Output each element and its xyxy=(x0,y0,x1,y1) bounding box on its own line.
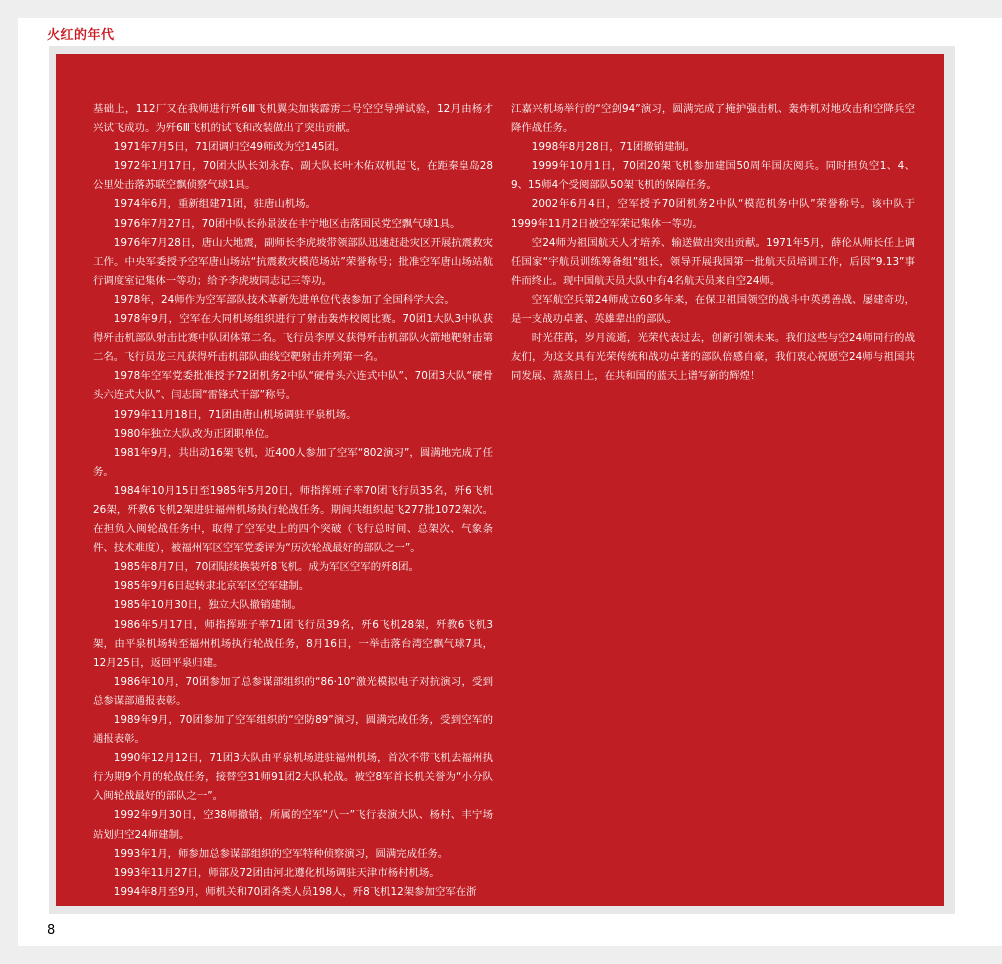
paragraph: 1985年10月30日，独立大队撤销建制。 xyxy=(113,599,302,612)
paragraph: 1972年1月17日，70团大队长刘永春、副大队长叶木佑双机起飞，在距秦皇岛28公里处击落苏联空飘侦察气球1具。 xyxy=(93,160,493,192)
paragraph: 1976年7月28日，唐山大地震，副师长李虎坡带领部队迅速赶赴灾区开展抗震救灾工作。中央军委授予空军唐山场站“抗震救灾模范场站”荣誉称号；批准空军唐山场站航行调度室记集体一等功；给予李虎坡同志记三等功。 xyxy=(93,236,493,287)
page-number: 8 xyxy=(47,923,56,938)
paragraph: 1978年空军党委批准授予72团机务2中队“硬骨头六连式中队”、70团3大队“硬骨头六连式大队”、闫志国“雷锋式干部”称号。 xyxy=(93,370,493,402)
paragraph: 时光荏苒，岁月流逝，光荣代表过去，创新引领未来。我们这些与空24师同行的战友们，为这支具有光荣传统和战功卓著的部队倍感自豪，我们衷心祝愿空24师与祖国共同发展、蒸蒸日上，在共和国的蓝天上谱写新的辉煌！ xyxy=(511,332,915,383)
paragraph: 1992年9月30日，空38师撤销，所属的空军“八一”飞行表演大队、杨村、丰宁场站划归空24师建制。 xyxy=(93,809,493,841)
paragraph: 空军航空兵第24师成立60多年来，在保卫祖国领空的战斗中英勇善战、屡建奇功，是一支战功卓著、英雄辈出的部队。 xyxy=(511,293,915,326)
page xyxy=(18,18,1002,946)
paragraph: 1990年12月12日，71团3大队由平泉机场进驻福州机场，首次不带飞机去福州执行为期9个月的轮战任务，接替空31师91团2大队轮战。被空8军首长机关誉为“小分队入闽轮战最好的部队之一”。 xyxy=(93,752,493,803)
left-text-column xyxy=(93,100,493,902)
paragraph: 基础上，112厂又在我师进行歼6Ⅲ飞机翼尖加装霹雳二号空空导弹试验，12月由杨才兴试飞成功。为歼6Ⅲ飞机的试飞和改装做出了突出贡献。 xyxy=(93,103,493,135)
paragraph: 1993年11月27日，师部及72团由河北遵化机场调驻天津市杨村机场。 xyxy=(113,866,440,879)
paragraph: 1981年9月，共出动16架飞机，近400人参加了空军“802演习”，圆满地完成了任务。 xyxy=(93,446,493,478)
paragraph: 1998年8月28日，71团撤销建制。 xyxy=(531,141,696,154)
paragraph: 1978年9月，空军在大同机场组织进行了射击轰炸校阅比赛。70团1大队3中队获得歼击机部队射击比赛中队团体第二名。飞行员李厚义获得歼击机部队火箭地靶射击第二名。飞行员龙三凡获得歼击机部队曲线空靶射击并列第一名。 xyxy=(93,313,493,364)
paragraph: 1984年10月15日至1985年5月20日，师指挥班子率70团飞行员35名，歼6飞机26架，歼教6飞机2架进驻福州机场执行轮战任务。期间共组织起飞277批1072架次。在担负入闽轮战任务中，取得了空军史上的四个突破（飞行总时间、总架次、气象条件、技术难度），被福州军区空军党委评为“历次轮战最好的部队之一”。 xyxy=(93,484,493,555)
paragraph: 1999年10月1日，70团20架飞机参加建国50周年国庆阅兵。同时担负空1、4、9、15师4个受阅部队50架飞机的保障任务。 xyxy=(511,160,915,192)
paragraph: 1980年独立大队改为正团职单位。 xyxy=(113,427,276,440)
right-text-column xyxy=(511,100,915,386)
article-panel-frame xyxy=(49,46,955,914)
paragraph: 1989年9月，70团参加了空军组织的“空防89”演习，圆满完成任务，受到空军的通报表彰。 xyxy=(93,714,493,746)
paragraph: 1971年7月5日，71团调归空49师改为空145团。 xyxy=(113,141,346,154)
paragraph: 江嘉兴机场举行的“空剑94”演习，圆满完成了掩护强击机、轰炸机对地攻击和空降兵空降作战任务。 xyxy=(511,103,915,135)
paragraph: 1993年1月，师参加总参谋部组织的空军特种侦察演习，圆满完成任务。 xyxy=(113,847,449,860)
paragraph: 1976年7月27日，70团中队长孙景波在丰宁地区击落国民党空飘气球1具。 xyxy=(113,217,461,230)
paragraph: 1978年，24师作为空军部队技术革新先进单位代表参加了全国科学大会。 xyxy=(113,293,455,306)
paragraph: 1974年6月，重新组建71团，驻唐山机场。 xyxy=(113,198,316,211)
paragraph: 2002年6月4日，空军授予70团机务2中队“模范机务中队”荣誉称号。该中队于1999年11月2日被空军荣记集体一等功。 xyxy=(511,198,915,230)
paragraph: 1986年10月，70团参加了总参谋部组织的“86·10”激光模拟电子对抗演习，受到总参谋部通报表彰。 xyxy=(93,675,493,707)
paragraph: 空24师为祖国航天人才培养、输送做出突出贡献。1971年5月，薛伦从师长任上调任国家“宇航员训练筹备组”组长，领导开展我国第一批航天员培训工作，后因“9.13”事件而终止。现中国航天员大队中有4名航天员来自空24师。 xyxy=(511,236,915,287)
paragraph: 1994年8月至9月，师机关和70团各类人员198人，歼8飞机12架参加空军在浙 xyxy=(113,885,477,898)
paragraph: 1979年11月18日，71团由唐山机场调驻平泉机场。 xyxy=(113,408,357,421)
paragraph: 1986年5月17日，师指挥班子率71团飞行员39名，歼6飞机28架，歼教6飞机3架，由平泉机场转至福州机场执行轮战任务，8月16日，一举击落台湾空飘气球7具，12月25日，返回平泉归建。 xyxy=(93,618,493,669)
paragraph: 1985年8月7日，70团陆续换装歼8飞机。成为军区空军的歼8团。 xyxy=(113,561,419,574)
section-header-title: 火红的年代 xyxy=(47,28,115,43)
article-panel xyxy=(56,54,944,906)
paragraph: 1985年9月6日起转隶北京军区空军建制。 xyxy=(113,580,310,593)
